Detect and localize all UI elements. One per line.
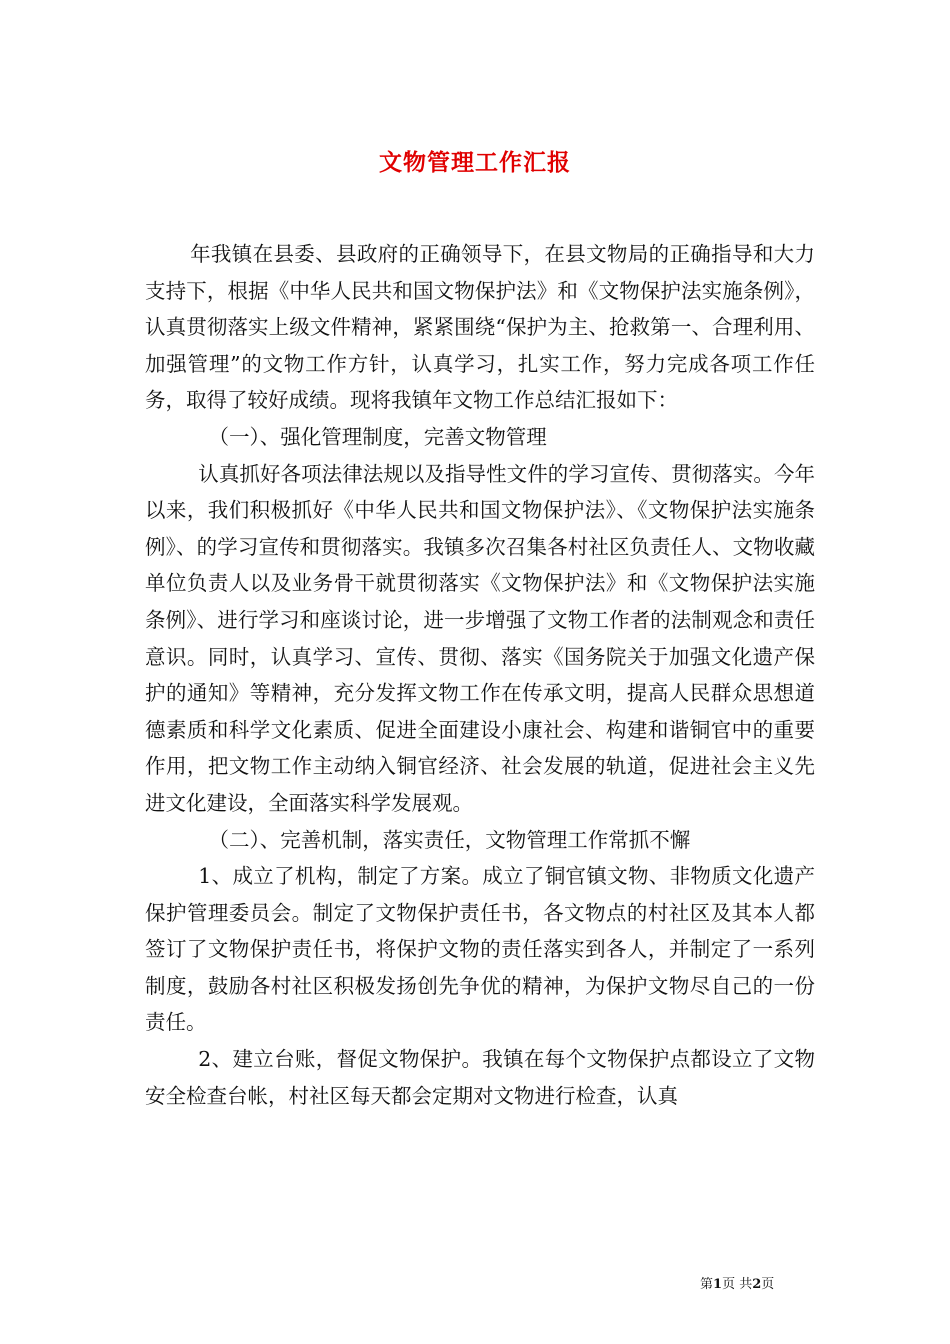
section-heading-1: （一）、强化管理制度，完善文物管理 bbox=[208, 424, 547, 449]
footer-suffix: 页 bbox=[761, 1277, 775, 1292]
footer-middle: 页 共 bbox=[722, 1277, 753, 1292]
intro-paragraph: 年我镇在县委、县政府的正确领导下，在县文物局的正确指导和大力支持下，根据《中华人民共和国文物保护法》和《文物保护法实施条例》，认真贯彻落实上级文件精神，紧紧围绕“保护为主、抢救第一、合理利用、加强管理”的文物工作方针，认真学习，扎实工作，努力完成各项工作任务，取得了较好成绩。现将我镇年文物工作总结汇报如下： bbox=[145, 242, 815, 413]
page-footer bbox=[700, 1276, 774, 1294]
footer-total-pages: 2 bbox=[752, 1277, 762, 1292]
footer-prefix: 第 bbox=[700, 1277, 714, 1292]
item-2-paragraph: 2、建立台账，督促文物保护。我镇在每个文物保护点都设立了文物安全检查台帐，村社区每天都会定期对文物进行检查，认真 bbox=[145, 1047, 815, 1108]
document-body bbox=[145, 236, 815, 1114]
section-heading-2: （二）、完善机制，落实责任，文物管理工作常抓不懈 bbox=[208, 827, 691, 852]
document-title: 文物管理工作汇报 bbox=[379, 149, 571, 177]
item-1-paragraph: 1、成立了机构，制定了方案。成立了铜官镇文物、非物质文化遗产保护管理委员会。制定了文物保护责任书，各文物点的村社区及其本人都签订了文物保护责任书，将保护文物的责任落实到各人，并制定了一系列制度，鼓励各村社区积极发扬创先争优的精神，为保护文物尽自己的一份责任。 bbox=[145, 864, 815, 1035]
section-1-paragraph: 认真抓好各项法律法规以及指导性文件的学习宣传、贯彻落实。今年以来，我们积极抓好《中华人民共和国文物保护法》、《文物保护法实施条例》、的学习宣传和贯彻落实。我镇多次召集各村社区负责任人、文物收藏单位负责人以及业务骨干就贯彻落实《文物保护法》和《文物保护法实施条例》、进行学习和座谈讨论，进一步增强了文物工作者的法制观念和责任意识。同时，认真学习、宣传、贯彻、落实《国务院关于加强文化遗产保护的通知》等精神，充分发挥文物工作在传承文明，提高人民群众思想道德素质和科学文化素质、促进全面建设小康社会、构建和谐铜官中的重要作用，把文物工作主动纳入铜官经济、社会发展的轨道，促进社会主义先进文化建设，全面落实科学发展观。 bbox=[145, 461, 815, 815]
footer-current-page: 1 bbox=[713, 1277, 723, 1292]
